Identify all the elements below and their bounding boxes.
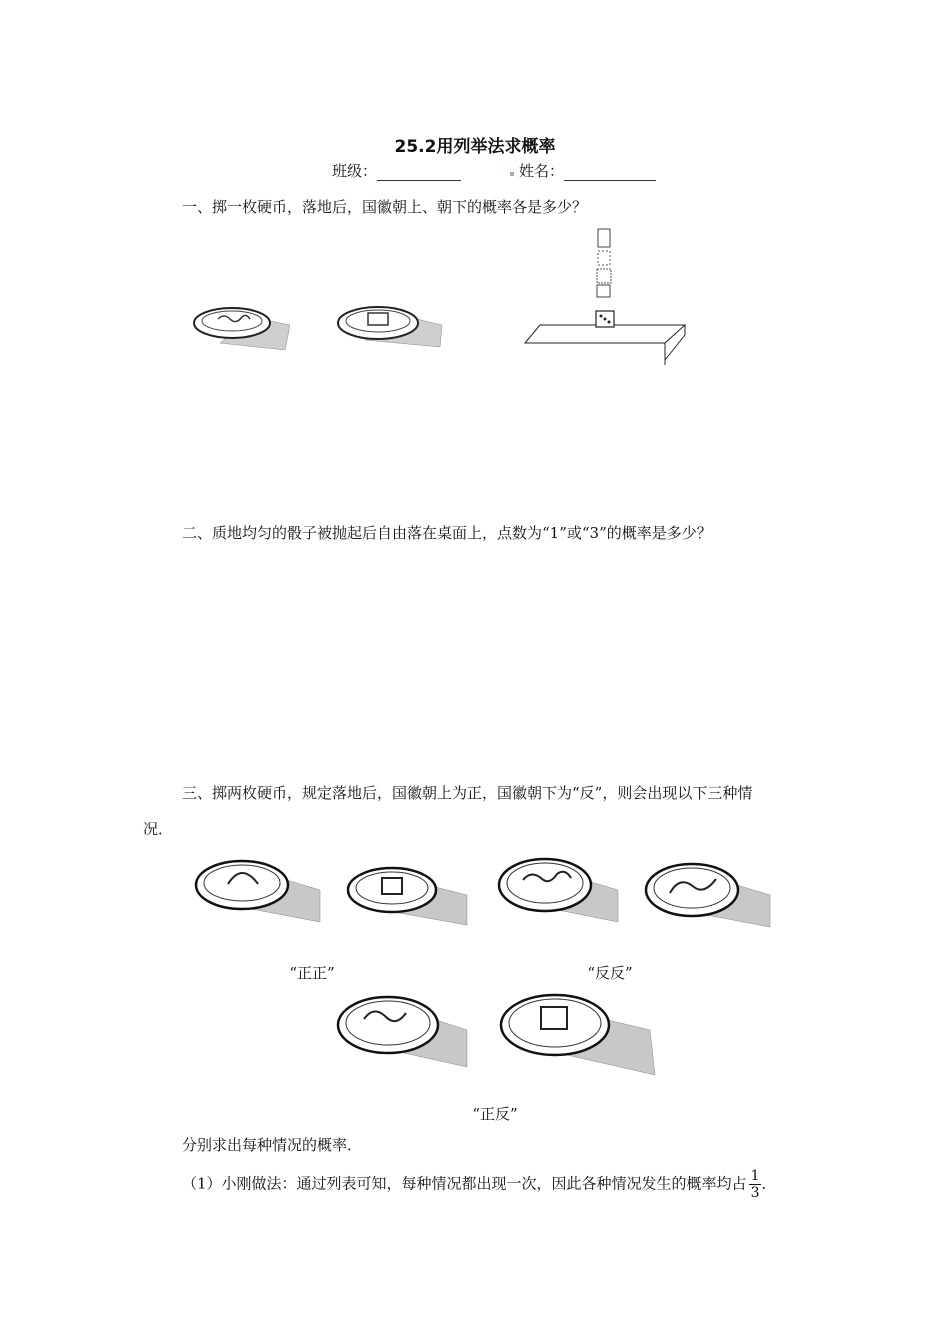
question-1: 一、掷一枚硬币，落地后，国徽朝上、朝下的概率各是多少？ xyxy=(182,198,588,216)
name-label: 姓名： xyxy=(519,162,565,180)
name-field xyxy=(519,160,656,181)
class-blank xyxy=(377,180,461,181)
coin-icon xyxy=(338,997,467,1067)
question-3-line1: 三、掷两枚硬币，规定落地后，国徽朝上为正，国徽朝下为“反”，则会出现以下三种情 xyxy=(182,784,753,802)
dice-drop-illustration xyxy=(520,225,690,365)
coin-heads-illustration xyxy=(190,295,300,355)
method-1-end: ． xyxy=(761,1174,777,1193)
question-2: 二、质地均匀的骰子被抛起后自由落在桌面上，点数为“1”或“3”的概率是多少？ xyxy=(182,524,712,542)
caption-zheng-fan: “正反” xyxy=(472,1105,518,1123)
coin-icon xyxy=(646,864,770,927)
coin-icon xyxy=(501,995,655,1075)
page-title: 25.2用列举法求概率 xyxy=(394,137,556,157)
coin-mixed-a xyxy=(332,985,472,1070)
class-field xyxy=(332,160,461,181)
fraction-denominator: 3 xyxy=(750,1185,760,1201)
dice-icon xyxy=(596,311,614,327)
coin-icon xyxy=(196,861,320,922)
coin-tails-illustration xyxy=(330,295,450,355)
caption-fan-fan: “反反” xyxy=(587,964,633,982)
stray-dot xyxy=(510,172,514,176)
method-1-text: （1）小刚做法：通过列表可知，每种情况都出现一次，因此各种情况发生的概率均占 xyxy=(182,1174,747,1193)
coin-heads-a xyxy=(190,850,325,925)
name-blank xyxy=(564,180,656,181)
falling-dice-icon xyxy=(597,229,611,297)
coin-icon xyxy=(499,859,618,922)
coin-heads-b xyxy=(342,860,472,930)
coin-mixed-b xyxy=(495,985,660,1080)
caption-zheng-zheng: “正正” xyxy=(289,964,335,982)
coin-icon xyxy=(194,308,290,350)
table-icon xyxy=(525,325,685,365)
class-label: 班级： xyxy=(332,162,378,180)
question-3-line2: 况． xyxy=(143,820,174,838)
fraction-one-third xyxy=(749,1168,762,1201)
coin-tails-b xyxy=(640,855,775,930)
coin-icon xyxy=(348,868,467,925)
method-1 xyxy=(182,1168,777,1201)
fraction-numerator: 1 xyxy=(750,1168,760,1184)
instruction-text: 分别求出每种情况的概率． xyxy=(182,1136,363,1154)
coin-icon xyxy=(338,307,442,347)
coin-tails-a xyxy=(493,850,623,925)
